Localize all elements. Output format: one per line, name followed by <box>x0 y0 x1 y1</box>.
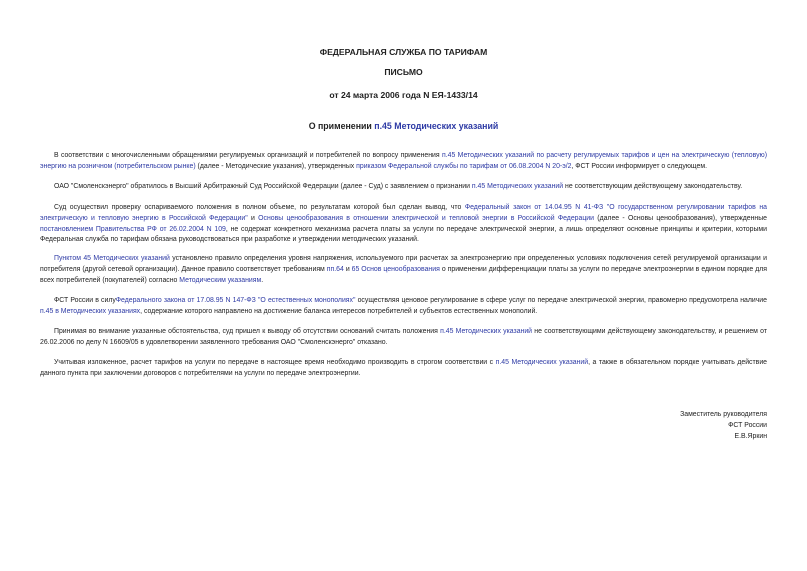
p1-text-3: , ФСТ России информирует о следующем. <box>571 162 708 170</box>
agency-title: ФЕДЕРАЛЬНАЯ СЛУЖБА ПО ТАРИФАМ <box>319 47 488 57</box>
subject-prefix: О применении <box>308 121 375 131</box>
signature-position: Заместитель руководителя <box>680 411 767 418</box>
p4-link-point-45[interactable]: Пунктом 45 Методических указаний <box>54 255 170 262</box>
paragraph-4 <box>40 254 767 286</box>
p7-text-2: , а также в обязательном порядке учитывать действие данного пункта при заключении договоров с потребителями на услуги по передаче электроэнергии. <box>40 359 768 377</box>
paragraph-5 <box>40 296 767 318</box>
p2-text-1: ОАО "Смоленскэнерго" обратилось в Высший Арбитражный Суд Российской Федерации (далее - Суд) с заявлением о признании <box>54 183 472 190</box>
signature-block <box>680 409 767 442</box>
p7-link-p45[interactable]: п.45 Методических указаний <box>495 359 589 366</box>
p5-text-1: ФСТ России в силу <box>54 297 116 304</box>
p7-text-1: Учитывая изложенное, расчет тарифов на услуги по передаче в настоящее время необходимо производить в строгом соответствии с <box>54 359 496 366</box>
p3-text-1: Суд осуществил проверку оспариваемого положения в полном объеме, по результатам которой был сделан вывод, что <box>54 204 465 211</box>
p1-link-order[interactable]: приказом Федеральной службы по тарифам от 06.08.2004 N 20-э/2 <box>356 162 572 170</box>
p3-link-federal-law-41[interactable]: Федеральный закон от 14.04.95 N 41-ФЗ "О государственном регулировании тарифов на электрическую и тепловую энергию в Российской Федерации" <box>40 204 767 222</box>
paragraph-1 <box>40 151 767 173</box>
p3-text-3: (далее - Основы ценообразования), утвержденные <box>593 214 768 222</box>
p4-text-3: о применении дифференциации платы за услуги по передаче электроэнергии в едином порядке для всех потребителей (покупателей) согласно <box>40 265 767 284</box>
document-date-number: от 24 марта 2006 года N ЕЯ-1433/14 <box>329 90 478 100</box>
document-subject <box>0 121 807 131</box>
signature-org: ФСТ России <box>728 422 767 429</box>
p6-link-p45[interactable]: п.45 Методических указаний <box>440 328 533 335</box>
subject-link[interactable]: п.45 Методических указаний <box>374 121 499 131</box>
p6-text-2: не соответствующими действующему законодательству, и решением от 26.02.2006 по делу N 16609/05 в удовлетворении заявленного требования ОАО "Смоленскэнерго" отказано. <box>40 328 767 346</box>
p3-link-pricing-basics[interactable]: Основы ценообразования в отношении электрической и тепловой энергии в Российской Федерации <box>258 214 594 222</box>
p5-link-p45-guidelines[interactable]: п.45 в Методических указаниях <box>40 307 141 315</box>
p4-text-4: . <box>261 276 264 284</box>
p1-link-methodical-guidelines[interactable]: п.45 Методических указаний по расчету регулируемых тарифов и цен на электрическую (тепловую) энергию на розничном (потребительском рынке) <box>40 152 768 170</box>
signature-name: Е.В.Яркин <box>734 433 767 440</box>
document-type: ПИСЬМО <box>384 67 423 77</box>
paragraph-2 <box>40 182 767 193</box>
p3-link-government-decree[interactable]: постановлением Правительства РФ от 26.02.2004 N 109 <box>40 225 226 233</box>
paragraph-7 <box>40 358 767 380</box>
p1-text-2: (далее - Методические указания), утвержденных <box>195 162 357 170</box>
p6-text-1: Принимая во внимание указанные обстоятельства, суд пришел к выводу об отсутствии оснований считать положения <box>54 328 441 335</box>
paragraph-3 <box>40 203 767 246</box>
p5-text-3: , содержание которого направлено на достижение баланса интересов потребителей и субъектов естественных монополий. <box>140 307 538 315</box>
p3-text-4: , не содержат конкретного механизма расчета платы за услуги по передаче электрической энергии, а лишь определяют основные принципы и критерии, которыми Федеральная служба по тарифам обязана руководствоваться при разработке и утверждении методических указаний. <box>40 225 767 244</box>
p5-link-federal-law-147[interactable]: Федерального закона от 17.08.95 N 147-ФЗ "О естественных монополиях" <box>115 297 356 304</box>
p4-link-guidelines[interactable]: Методическим указаниям <box>179 276 262 284</box>
p3-text-2: и <box>247 214 259 222</box>
p5-text-2: осуществляя ценовое регулирование в сфере услуг по передаче электрической энергии, правомерно предусмотрела наличие <box>355 297 767 304</box>
p2-link-p45[interactable]: п.45 Методических указаний <box>471 183 564 190</box>
p2-text-2: не соответствующим действующему законодательству. <box>563 183 743 190</box>
paragraph-6 <box>40 327 767 349</box>
p1-text-1: В соответствии с многочисленными обращениями регулируемых организаций и потребителей по вопросу применения <box>54 152 442 159</box>
p4-text-2: и <box>343 265 352 273</box>
p4-text-1: установлено правило определения уровня напряжения, используемого при расчетах за электроэнергию при определенных условиях подключения сетей регулируемой организации и потребителя (другой сетевой организации). Данное правило соответствует требованиям <box>40 255 767 273</box>
p4-link-65-basics[interactable]: 65 Основ ценообразования <box>351 265 440 273</box>
p4-link-pp64[interactable]: пп.64 <box>326 265 344 273</box>
